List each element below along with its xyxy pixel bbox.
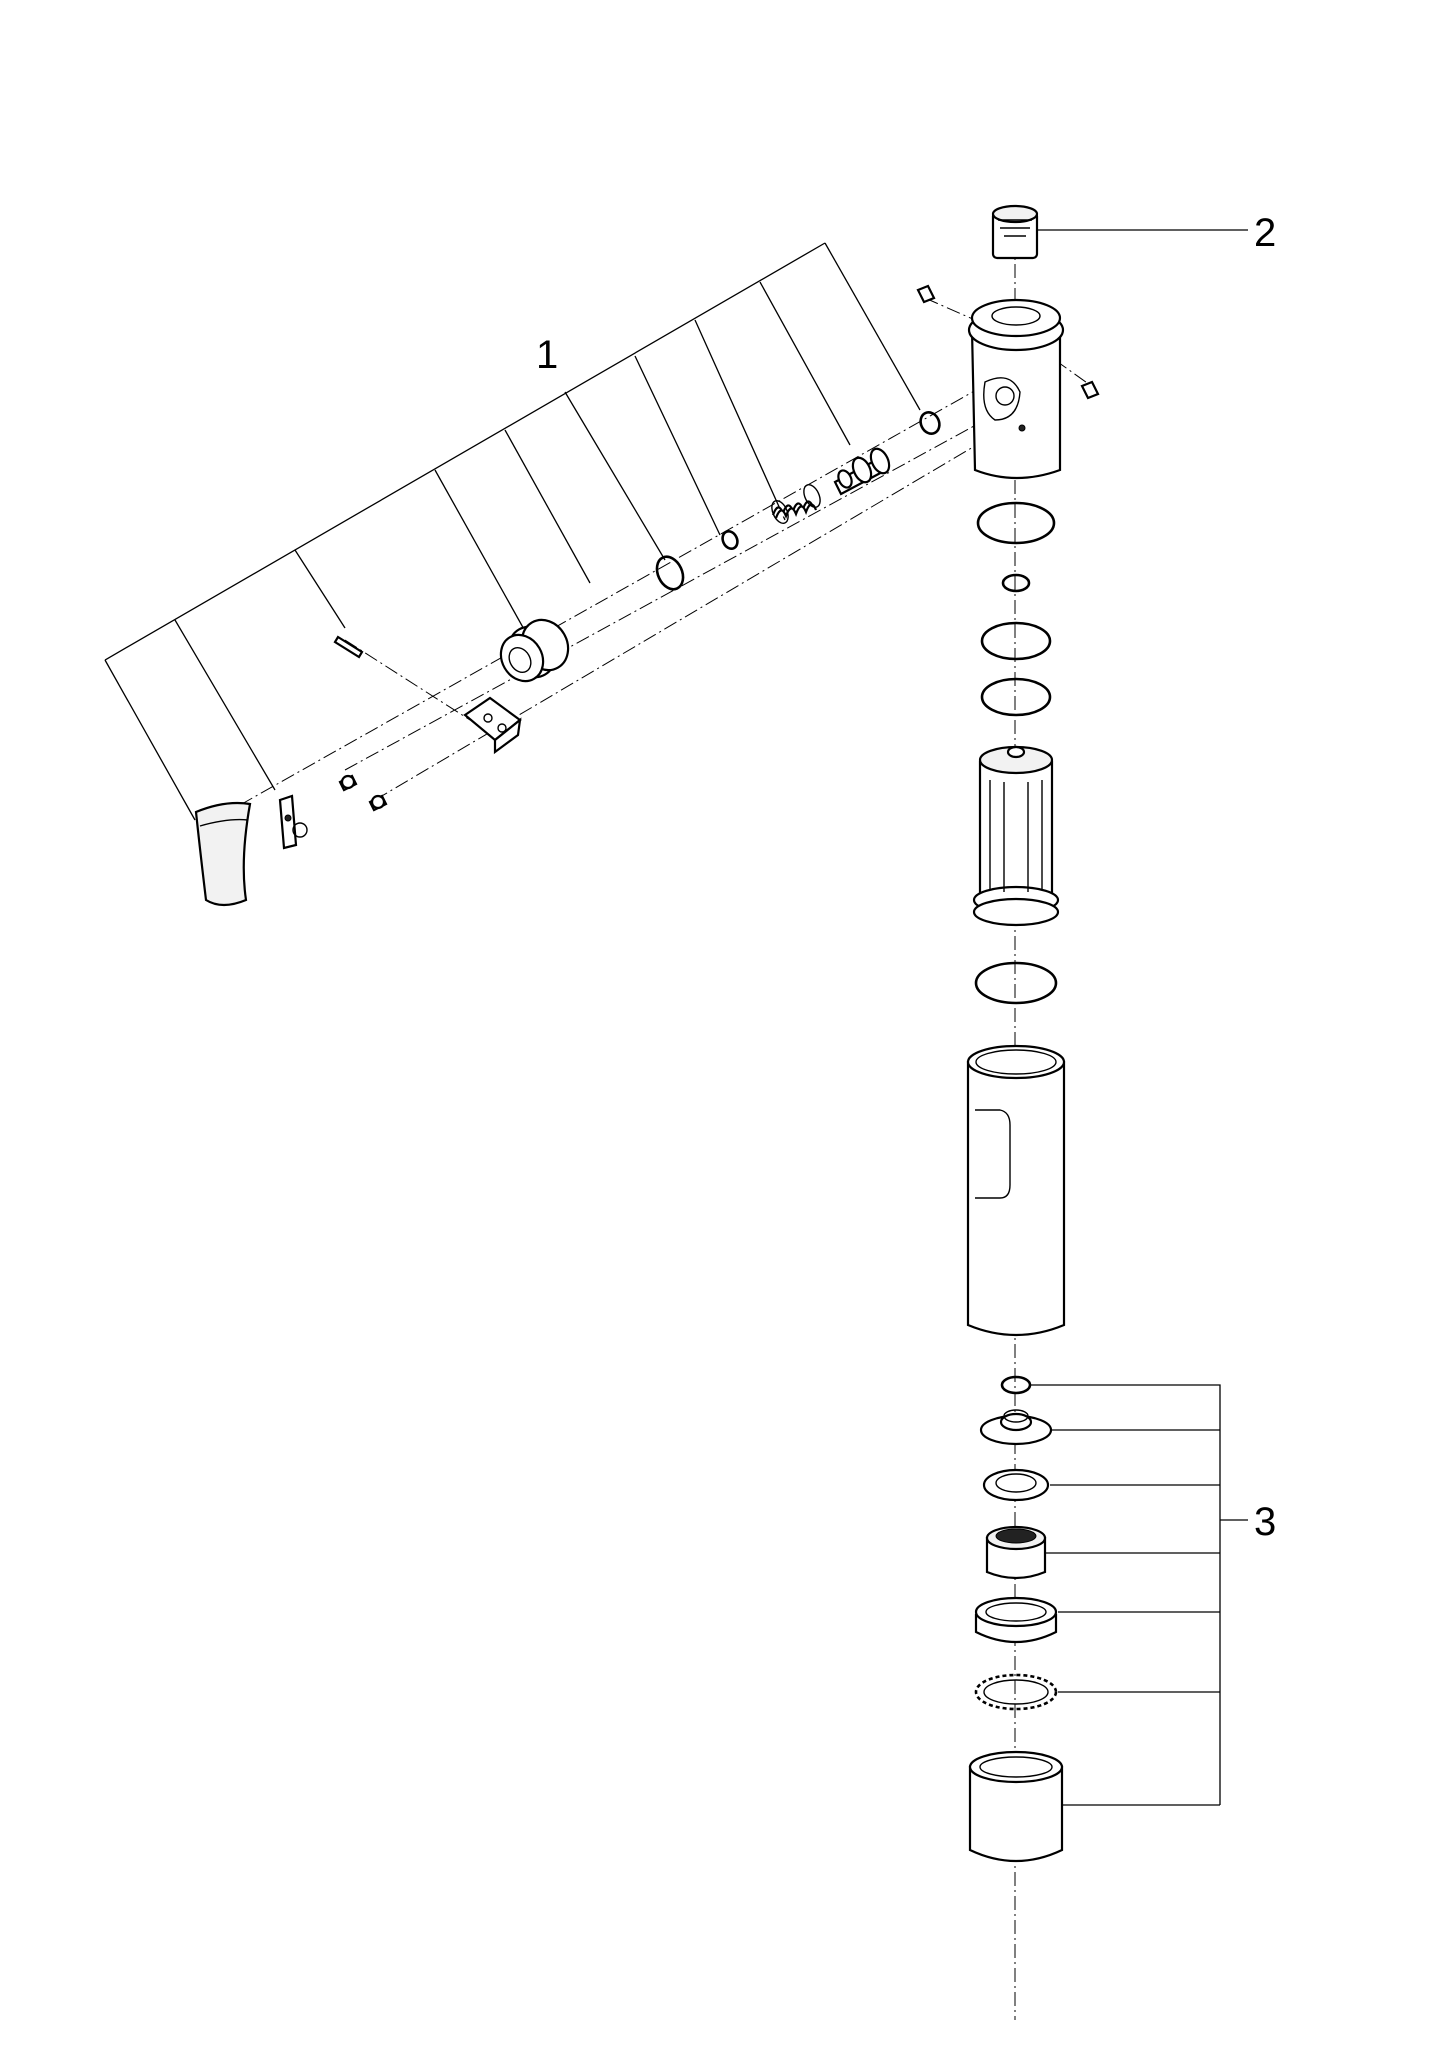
callout-number-1: 1 [536, 333, 559, 377]
lever-clip-icon [280, 796, 307, 848]
aerator-sleeve-icon [970, 1752, 1062, 1861]
seal-ring-icon [984, 1470, 1048, 1500]
o-ring-icon [978, 503, 1054, 543]
callout-number-2: 2 [1254, 211, 1277, 255]
bracket-icon [465, 698, 520, 752]
screw-icon [340, 776, 356, 790]
grub-screw-icon [918, 286, 934, 302]
aerator-insert-icon [987, 1527, 1045, 1578]
o-ring-icon [917, 409, 943, 437]
o-ring-icon [982, 679, 1050, 715]
washer-icon [1002, 1377, 1030, 1393]
callout-3-leaders [1030, 1385, 1248, 1805]
assembly-axes [240, 240, 1090, 2020]
o-ring-icon [982, 623, 1050, 659]
callout-number-3: 3 [1254, 1500, 1277, 1544]
o-ring-icon [976, 963, 1056, 1003]
cartridge-insert-icon [974, 747, 1058, 925]
pin-icon [335, 637, 362, 657]
aerator-icon [993, 206, 1037, 258]
screw-icon [370, 796, 386, 810]
spout-icon [968, 1046, 1064, 1335]
washer-icon [1003, 575, 1029, 591]
valve-stem-icon [835, 446, 893, 494]
aerator-housing-icon [976, 1598, 1056, 1642]
cartridge-icon [493, 611, 577, 688]
lever-handle-icon [196, 803, 250, 905]
valve-body-icon [969, 300, 1063, 478]
o-ring-icon [652, 553, 688, 594]
flow-restrictor-icon [981, 1410, 1051, 1444]
toothed-ring-icon [976, 1675, 1056, 1709]
grub-screw-icon [1082, 382, 1098, 398]
spring-icon [769, 482, 824, 526]
